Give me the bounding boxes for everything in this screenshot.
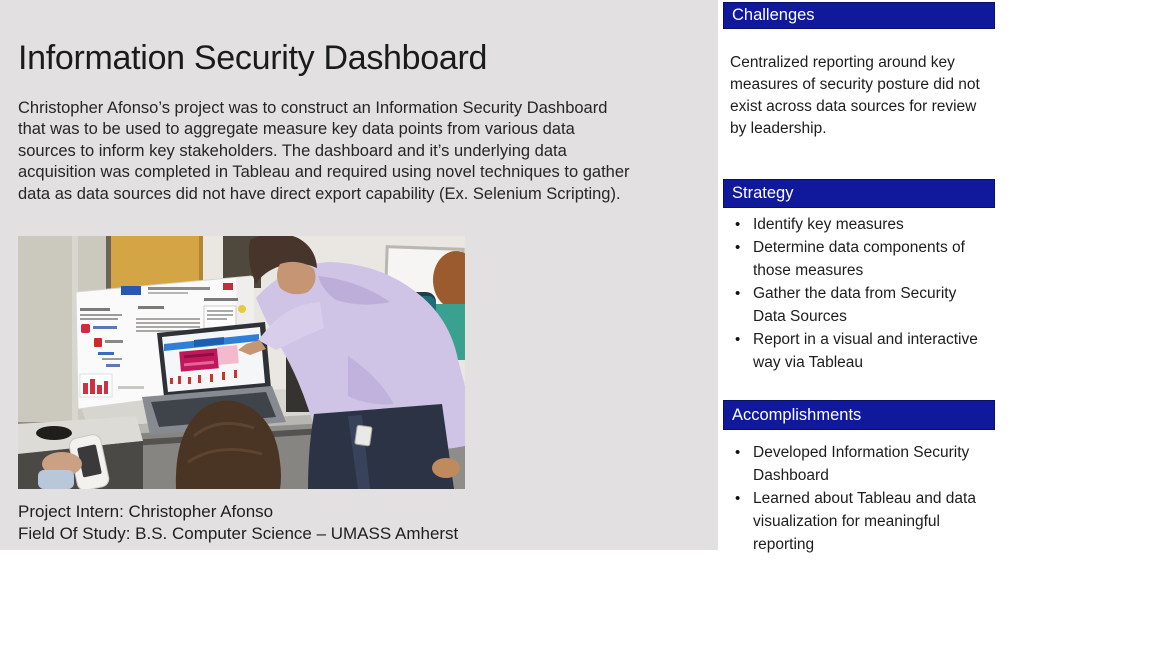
bullet-item: • Learned about Tableau and data visualization for meaningful reporting bbox=[723, 487, 991, 556]
bullet-item: • Report in a visual and interactive way via Tableau bbox=[723, 328, 991, 374]
accomplishments-list bbox=[723, 441, 991, 556]
page-title: Information Security Dashboard bbox=[18, 38, 488, 77]
project-intern-line: Project Intern: Christopher Afonso bbox=[18, 502, 274, 521]
project-description: Christopher Afonso’s project was to construct an Information Security Dashboard that was to be used to aggregate measure key data points from various data sources to inform key stakeholders. The dashboard and it’s underlying data acquisition was completed in Tableau and required using novel techniques to gather data as data sources did not have direct export capability (Ex. Selenium Scripting). bbox=[18, 98, 630, 203]
section-header-challenges bbox=[723, 2, 995, 29]
bullet-item: • Gather the data from Security Data Sources bbox=[723, 282, 991, 328]
section-title: Accomplishments bbox=[732, 405, 862, 424]
section-header-strategy bbox=[723, 179, 995, 208]
challenges-body: Centralized reporting around key measures of security posture did not exist across data sources for review by leadership. bbox=[730, 53, 980, 137]
bullet-item: • Developed Information Security Dashboard bbox=[723, 441, 991, 487]
bullet-item: • Identify key measures bbox=[723, 213, 991, 236]
strategy-list bbox=[723, 213, 991, 374]
field-of-study-line: Field Of Study: B.S. Computer Science – UMASS Amherst bbox=[18, 524, 459, 543]
sidebar bbox=[723, 0, 995, 648]
bullet-item: • Determine data components of those measures bbox=[723, 236, 991, 282]
section-header-accomplishments bbox=[723, 400, 995, 430]
credits-block bbox=[18, 501, 458, 545]
section-title: Strategy bbox=[732, 184, 794, 202]
project-photo bbox=[18, 236, 465, 489]
section-title: Challenges bbox=[732, 6, 815, 24]
project-photo-illustration bbox=[18, 236, 465, 489]
